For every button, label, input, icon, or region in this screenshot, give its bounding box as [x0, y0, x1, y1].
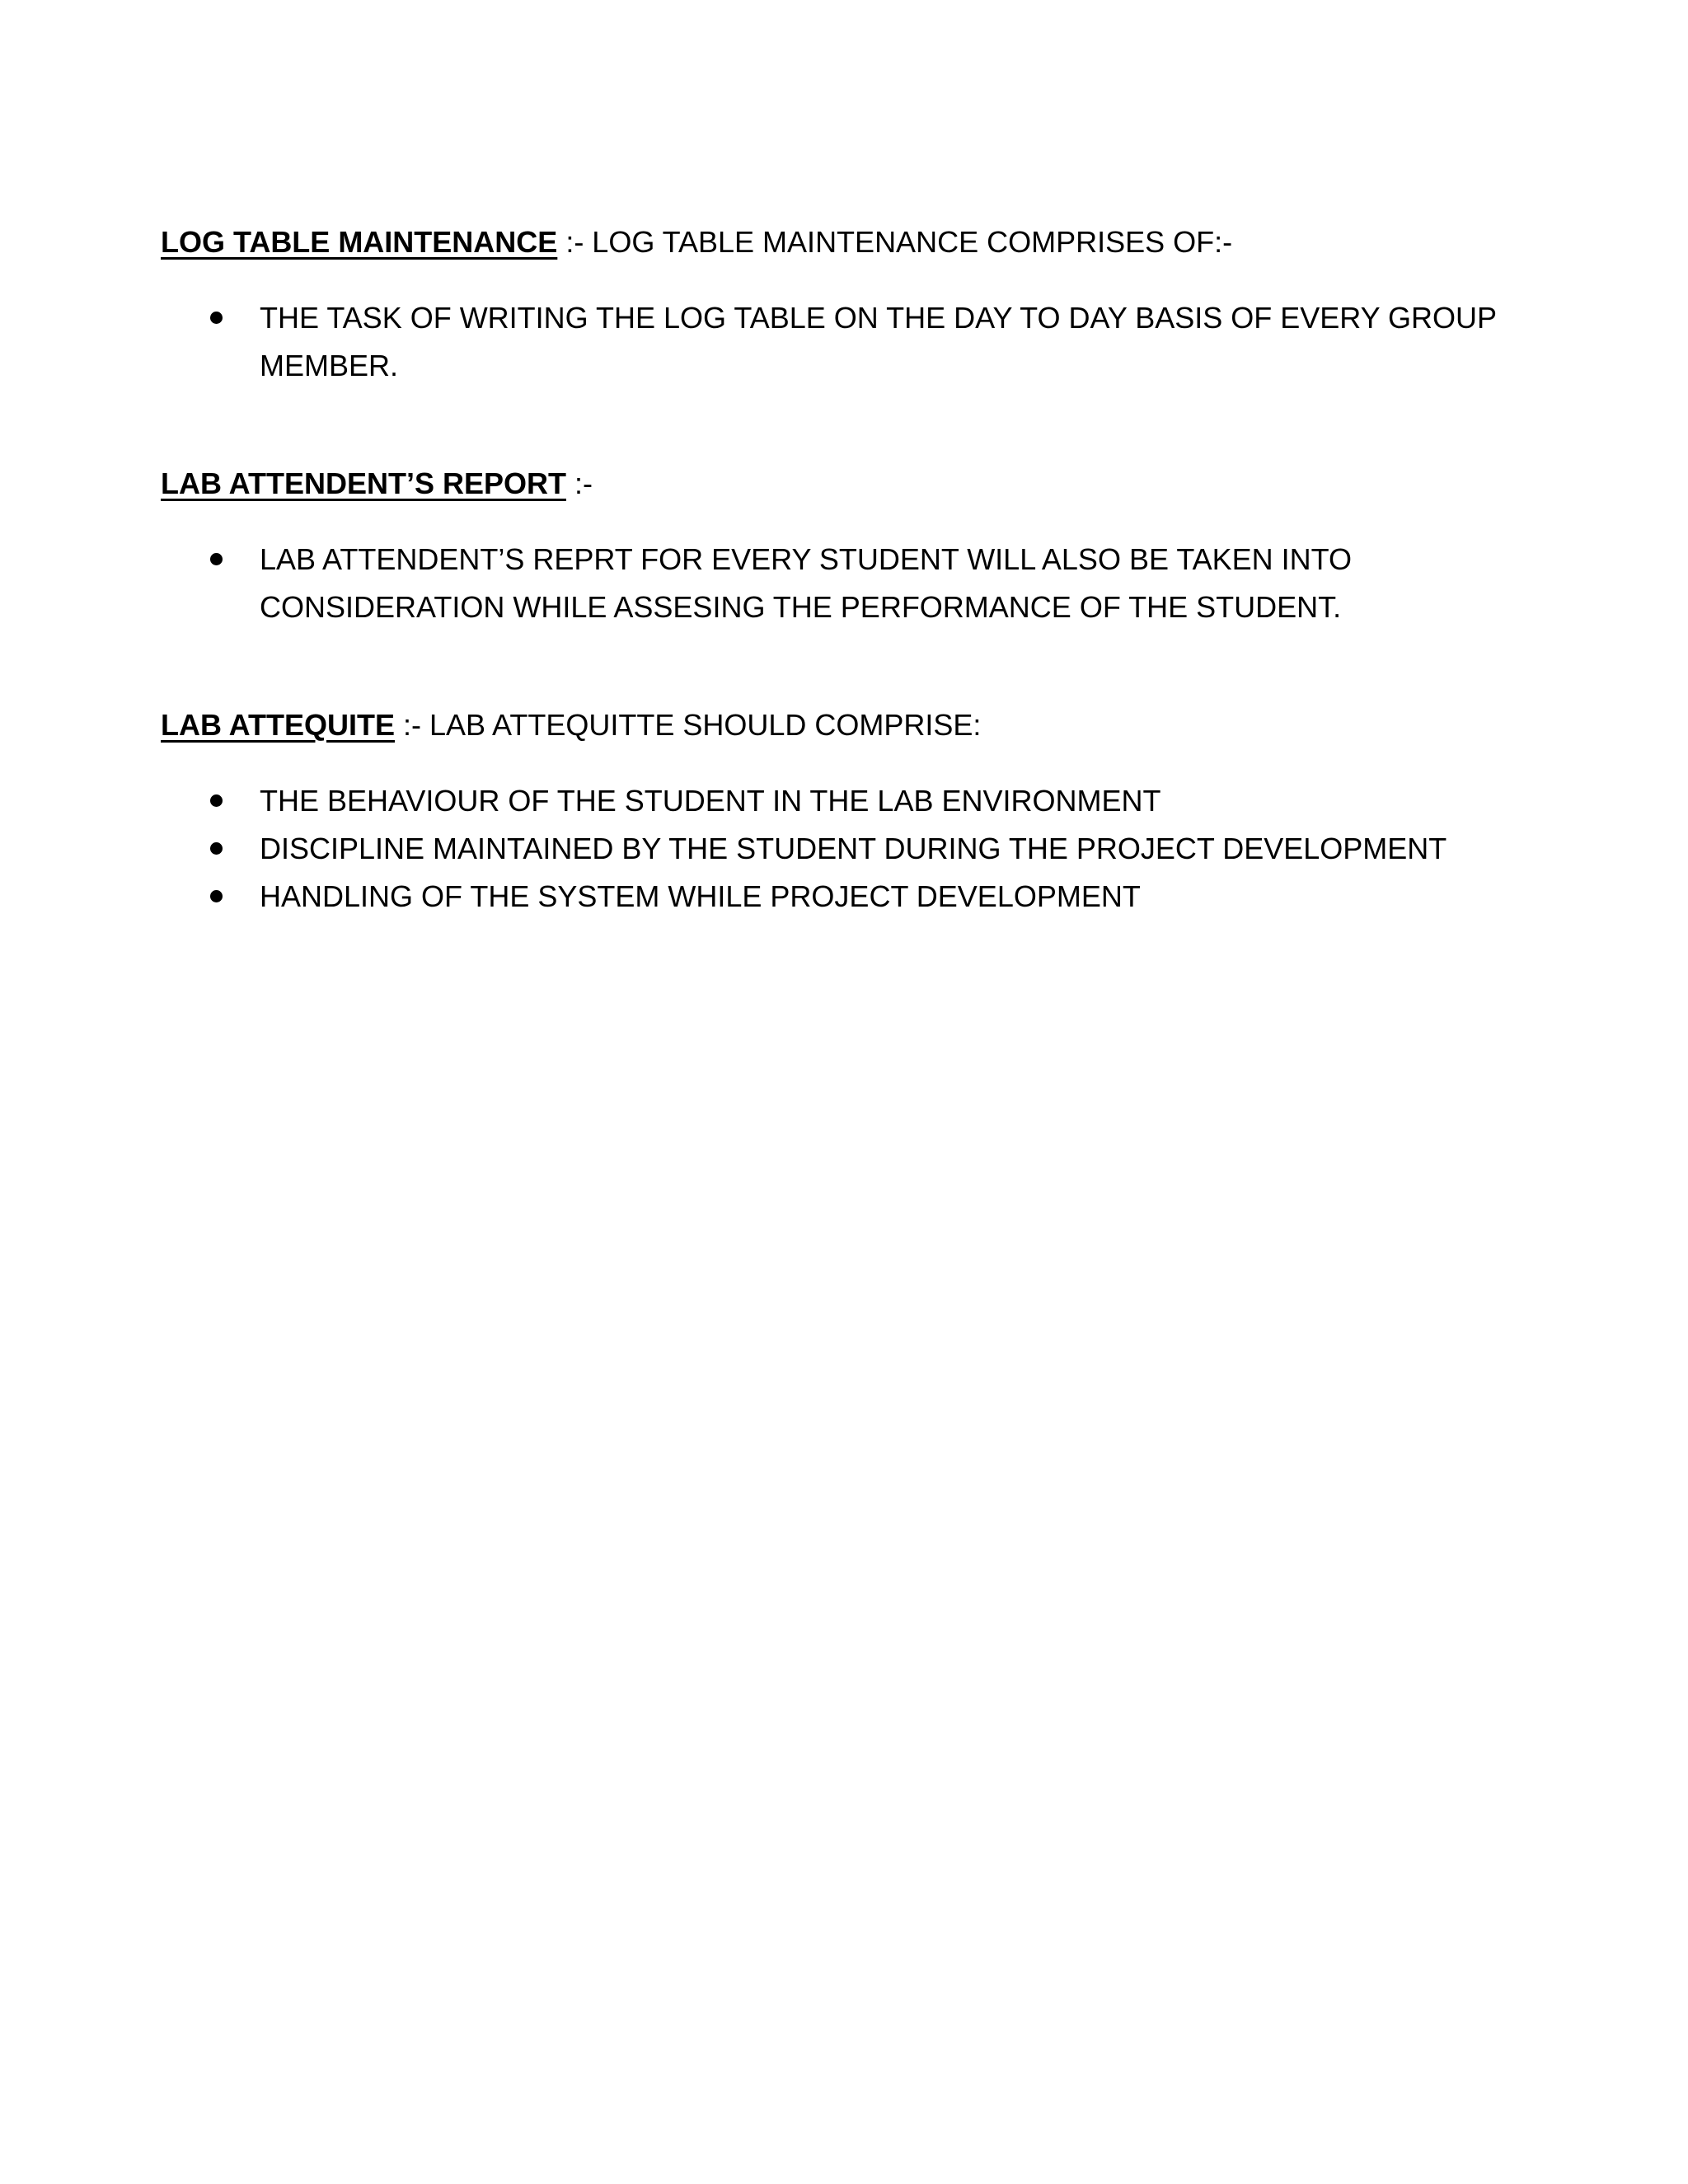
list-item-text: THE BEHAVIOUR OF THE STUDENT IN THE LAB ENVIRONMENT: [260, 784, 1161, 818]
section-title: LAB ATTEQUITE: [161, 708, 395, 742]
list-item-text: THE TASK OF WRITING THE LOG TABLE ON THE DAY TO DAY BASIS OF EVERY GROUP MEMBER.: [260, 301, 1497, 382]
section-heading-suffix: :-: [566, 466, 593, 500]
list-item: [161, 536, 1521, 631]
bullet-icon: [210, 553, 223, 565]
bullet-list: [161, 777, 1521, 921]
list-item: [161, 777, 1521, 825]
list-item: [161, 873, 1521, 921]
list-item: [161, 294, 1521, 390]
list-item-text: DISCIPLINE MAINTAINED BY THE STUDENT DURING THE PROJECT DEVELOPMENT: [260, 832, 1447, 865]
section-lab-attequite: [161, 701, 1521, 921]
section-title: LOG TABLE MAINTENANCE: [161, 225, 558, 259]
section-heading-suffix: :- LOG TABLE MAINTENANCE COMPRISES OF:-: [557, 225, 1233, 259]
section-heading: [161, 460, 1521, 508]
bullet-icon: [210, 794, 223, 807]
bullet-list: [161, 294, 1521, 390]
section-log-table-maintenance: [161, 218, 1521, 390]
list-item: [161, 825, 1521, 873]
bullet-list: [161, 536, 1521, 631]
section-heading: [161, 218, 1521, 266]
list-item-text: LAB ATTENDENT’S REPRT FOR EVERY STUDENT WILL ALSO BE TAKEN INTO CONSIDERATION WHILE ASSESING THE PERFORMANCE OF THE STUDENT.: [260, 542, 1353, 624]
bullet-icon: [210, 890, 223, 902]
bullet-icon: [210, 312, 223, 324]
bullet-icon: [210, 842, 223, 855]
section-lab-attendents-report: [161, 460, 1521, 631]
section-title: LAB ATTENDENT’S REPORT: [161, 466, 566, 500]
section-heading-suffix: :- LAB ATTEQUITTE SHOULD COMPRISE:: [394, 708, 982, 742]
section-heading: [161, 701, 1521, 749]
list-item-text: HANDLING OF THE SYSTEM WHILE PROJECT DEVELOPMENT: [260, 879, 1141, 913]
